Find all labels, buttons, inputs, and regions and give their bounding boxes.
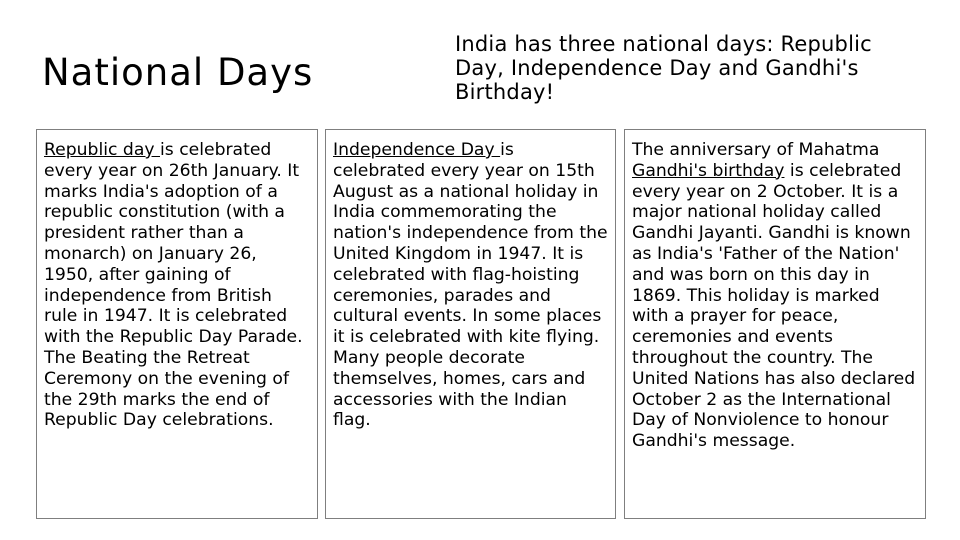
independence-day-heading: Independence Day: [333, 140, 501, 160]
independence-day-paragraph: [333, 140, 608, 431]
intro-text: India has three national days: Republic Day, Independence Day and Gandhi's Birthday!: [455, 32, 872, 104]
republic-day-heading: Republic day: [44, 140, 160, 160]
gandhi-birthday-heading: Gandhi's birthday: [632, 160, 785, 181]
republic-day-box: [36, 129, 318, 519]
gandhi-birthday-box: [624, 129, 926, 519]
gandhi-birthday-paragraph: [632, 140, 918, 452]
independence-day-box: [325, 129, 616, 519]
republic-day-text: is celebrated every year on 26th January. It marks India's adoption of a republic constitution (with a president rather than a monarch) on January 26, 1950, after gaining of independence from British rule in 1947. It is celebrated with the Republic Day Parade. The Beating the Retreat Ceremony on the evening of the 29th marks the end of Republic Day celebrations.: [44, 140, 303, 431]
republic-day-paragraph: [44, 140, 310, 431]
page-title: National Days: [42, 51, 314, 94]
independence-day-text: is celebrated every year on 15th August as a national holiday in India commemorating the nation's independence from the United Kingdom in 1947. It is celebrated with flag-hoisting ceremonies, parades and cultural events. In some places it is celebrated with kite flying. Many people decorate themselves, homes, cars and accessories with the Indian flag.: [333, 140, 608, 431]
gandhi-birthday-prefix: The anniversary of Mahatma: [632, 140, 880, 160]
gandhi-birthday-text: is celebrated every year on 2 October. It is a major national holiday called Gandhi Jayanti. Gandhi is known as India's 'Father of the Nation' and was born on this day in 1869. This holiday is marked with a prayer for peace, ceremonies and events throughout the country. The United Nations has also declared October 2 as the International Day of Nonviolence to honour Gandhi's message.: [632, 160, 916, 452]
